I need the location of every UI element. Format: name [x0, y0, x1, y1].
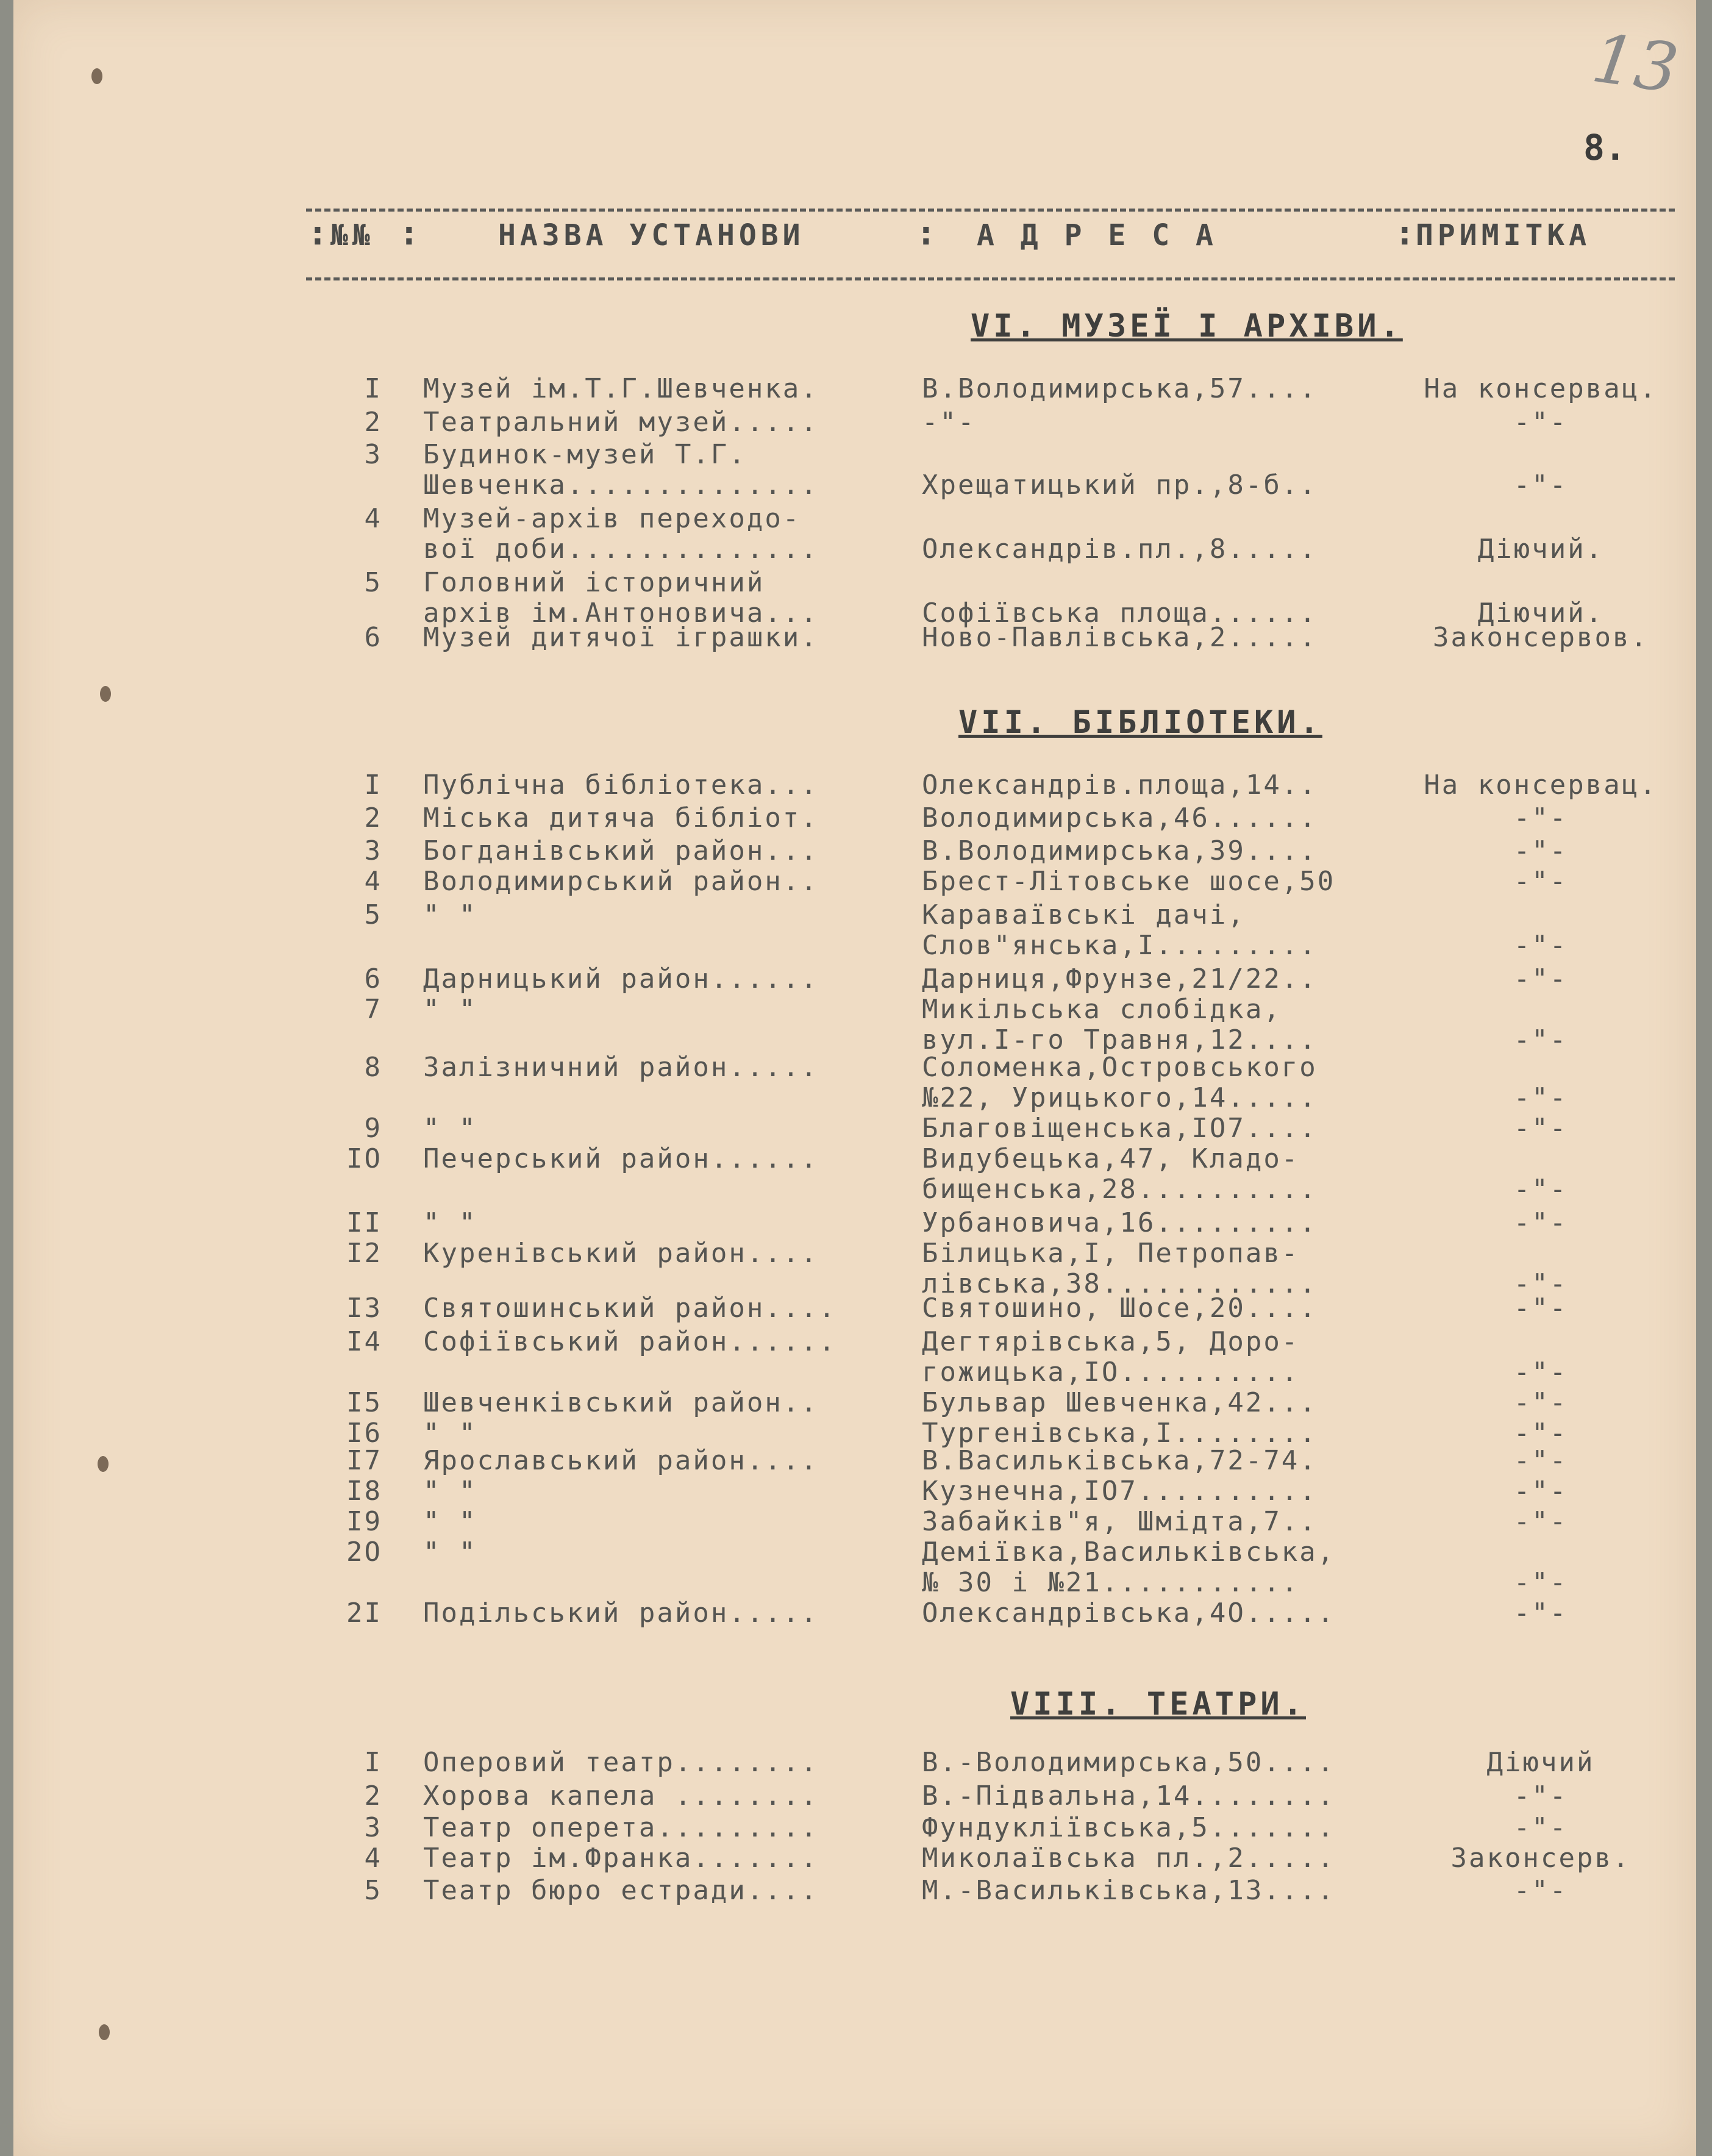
institution-name: Музей ім.Т.Г.Шевченка.	[423, 373, 819, 404]
institution-address: лівська,38............	[922, 1268, 1318, 1299]
status-note: -"-	[1513, 1293, 1568, 1324]
status-note: Законсервов.	[1433, 622, 1649, 653]
status-note: -"-	[1513, 1268, 1568, 1299]
institution-address: гожицька,IO..........	[922, 1357, 1300, 1388]
entry-number: 8	[364, 1052, 382, 1083]
institution-address: бищенська,28..........	[922, 1174, 1318, 1205]
institution-address: Білицька,I, Петропав-	[922, 1238, 1300, 1269]
header-address: А Д Р Е С А	[977, 218, 1218, 252]
institution-name: Театр бюро естради....	[423, 1875, 819, 1906]
header-separator: :	[1394, 213, 1415, 253]
entry-number: I	[364, 1747, 382, 1778]
status-note: -"-	[1513, 1082, 1568, 1113]
page-number: 8.	[1583, 127, 1626, 168]
entry-number: I2	[346, 1238, 382, 1269]
status-note: -"-	[1513, 1024, 1568, 1055]
institution-name: вої доби..............	[423, 534, 819, 565]
status-note: -"-	[1513, 1780, 1568, 1812]
section-title: VIII. ТЕАТРИ.	[1010, 1686, 1306, 1722]
institution-name: " "	[423, 1506, 477, 1537]
entry-number: I	[364, 373, 382, 404]
entry-number: II	[346, 1207, 382, 1238]
entry-number: 3	[364, 835, 382, 866]
institution-name: " "	[423, 1476, 477, 1507]
institution-name: Театральний музей.....	[423, 407, 819, 438]
header-bottom-rule	[306, 277, 1675, 280]
institution-address: Микільська слобідка,	[922, 994, 1282, 1025]
institution-address: М.-Васильківська,13....	[922, 1875, 1336, 1906]
status-note: -"-	[1513, 802, 1568, 833]
institution-name: Будинок-музей Т.Г.	[423, 439, 747, 470]
status-note: -"-	[1513, 963, 1568, 994]
entry-number: IO	[346, 1143, 382, 1174]
institution-address: Дарниця,Фрунзе,21/22..	[922, 963, 1318, 994]
status-note: На консервац.	[1424, 373, 1658, 404]
binding-hole	[99, 2024, 110, 2040]
document-page	[13, 0, 1696, 2156]
entry-number: 4	[364, 503, 382, 534]
header-number: №№	[330, 218, 374, 252]
institution-name: Софіївський район......	[423, 1326, 837, 1357]
binding-hole	[91, 68, 102, 84]
entry-number: I3	[346, 1293, 382, 1324]
institution-name: архів ім.Антоновича...	[423, 598, 819, 629]
institution-address: Софіївська площа......	[922, 598, 1318, 629]
entry-number: 3	[364, 1812, 382, 1843]
institution-name: " "	[423, 994, 477, 1025]
institution-address: Соломенка,Островського	[922, 1052, 1318, 1083]
institution-address: В.Васильківська,72-74.	[922, 1445, 1318, 1476]
entry-number: 7	[364, 994, 382, 1025]
entry-number: 4	[364, 1843, 382, 1874]
entry-number: I4	[346, 1326, 382, 1357]
header-top-rule	[306, 209, 1675, 212]
institution-address: Брест-Літовське шосе,50	[922, 866, 1336, 897]
institution-address: Кузнечна,IO7..........	[922, 1476, 1318, 1507]
institution-address: Миколаївська пл.,2.....	[922, 1843, 1336, 1874]
institution-address: Олександрів.пл.,8.....	[922, 534, 1318, 565]
institution-address: Хрещатицький пр.,8-б..	[922, 469, 1318, 501]
institution-address: Видубецька,47, Кладо-	[922, 1143, 1300, 1174]
institution-address: Олександрівська,4O.....	[922, 1597, 1336, 1629]
header-separator: :	[399, 213, 419, 253]
status-note: -"-	[1513, 930, 1568, 961]
status-note: -"-	[1513, 1445, 1568, 1476]
status-note: Діючий	[1486, 1747, 1595, 1778]
institution-address: вул.I-го Травня,12....	[922, 1024, 1318, 1055]
institution-name: " "	[423, 1537, 477, 1568]
entry-number: I8	[346, 1476, 382, 1507]
status-note: -"-	[1513, 407, 1568, 438]
entry-number: 2	[364, 407, 382, 438]
status-note: -"-	[1513, 835, 1568, 866]
institution-name: " "	[423, 899, 477, 930]
binding-hole	[98, 1456, 109, 1472]
institution-name: Оперовий театр........	[423, 1747, 819, 1778]
institution-address: Слов"янська,I.........	[922, 930, 1318, 961]
institution-name: Музей дитячої іграшки.	[423, 622, 819, 653]
status-note: -"-	[1513, 1113, 1568, 1144]
institution-name: Міська дитяча бібліот.	[423, 802, 819, 833]
entry-number: 4	[364, 866, 382, 897]
entry-number: 5	[364, 1875, 382, 1906]
section-title: VI. МУЗЕЇ І АРХІВИ.	[971, 308, 1403, 344]
institution-name: Дарницький район......	[423, 963, 819, 994]
entry-number: I5	[346, 1387, 382, 1418]
entry-number: 3	[364, 439, 382, 470]
status-note: -"-	[1513, 1476, 1568, 1507]
institution-address: В.Володимирська,57....	[922, 373, 1318, 404]
status-note: -"-	[1513, 1567, 1568, 1598]
institution-name: Театр ім.Франка.......	[423, 1843, 819, 1874]
status-note: -"-	[1513, 1418, 1568, 1449]
header-separator: :	[307, 213, 328, 253]
institution-address: Святошино, Шосе,20....	[922, 1293, 1318, 1324]
institution-name: Хорова капела ........	[423, 1780, 819, 1812]
status-note: -"-	[1513, 1207, 1568, 1238]
institution-name: Залізничний район.....	[423, 1052, 819, 1083]
institution-name: Головний історичний	[423, 567, 765, 598]
institution-name: Куренівський район....	[423, 1238, 819, 1269]
entry-number: 9	[364, 1113, 382, 1144]
institution-address: В.Володимирська,39....	[922, 835, 1318, 866]
institution-name: " "	[423, 1207, 477, 1238]
status-note: -"-	[1513, 1506, 1568, 1537]
entry-number: 2	[364, 1780, 382, 1812]
entry-number: 5	[364, 899, 382, 930]
institution-name: Ярославський район....	[423, 1445, 819, 1476]
institution-name: " "	[423, 1418, 477, 1449]
institution-name: Богданівський район...	[423, 835, 819, 866]
entry-number: 2	[364, 802, 382, 833]
entry-number: 2I	[346, 1597, 382, 1629]
status-note: -"-	[1513, 1174, 1568, 1205]
header-separator: :	[916, 213, 936, 253]
entry-number: I9	[346, 1506, 382, 1537]
institution-address: Благовіщенська,IO7....	[922, 1113, 1318, 1144]
institution-name: Печерський район......	[423, 1143, 819, 1174]
entry-number: 6	[364, 622, 382, 653]
header-note: ПРИМІТКА	[1416, 218, 1591, 252]
entry-number: I	[364, 769, 382, 801]
institution-address: Урбановича,16.........	[922, 1207, 1318, 1238]
institution-address: № 30 і №21...........	[922, 1567, 1300, 1598]
institution-address: В.-Володимирська,50....	[922, 1747, 1336, 1778]
institution-name: Музей-архів переходо-	[423, 503, 801, 534]
institution-name: Святошинський район....	[423, 1293, 837, 1324]
entry-number: I6	[346, 1418, 382, 1449]
institution-name: Володимирський район..	[423, 866, 819, 897]
institution-name: Театр оперета.........	[423, 1812, 819, 1843]
header-name: НАЗВА УСТАНОВИ	[498, 218, 805, 252]
status-note: Діючий.	[1477, 534, 1604, 565]
institution-address: Бульвар Шевченка,42...	[922, 1387, 1318, 1418]
institution-address: Караваївські дачі,	[922, 899, 1246, 930]
institution-address: Забайків"я, Шмідта,7..	[922, 1506, 1318, 1537]
entry-number: 5	[364, 567, 382, 598]
status-note: -"-	[1513, 1597, 1568, 1629]
entry-number: I7	[346, 1445, 382, 1476]
status-note: Законсерв.	[1450, 1843, 1631, 1874]
binding-hole	[100, 686, 111, 702]
institution-name: Шевченка..............	[423, 469, 819, 501]
institution-address: Олександрів.площа,14..	[922, 769, 1318, 801]
section-title: VII. БІБЛІОТЕКИ.	[958, 704, 1322, 741]
institution-address: Володимирська,46......	[922, 802, 1318, 833]
institution-address: -"-	[922, 407, 976, 438]
institution-address: Фундукліївська,5.......	[922, 1812, 1336, 1843]
institution-address: Ново-Павлівська,2.....	[922, 622, 1318, 653]
status-note: -"-	[1513, 1357, 1568, 1388]
institution-address: Тургенівська,I........	[922, 1418, 1318, 1449]
status-note: -"-	[1513, 1875, 1568, 1906]
institution-address: Деміївка,Васильківська,	[922, 1537, 1336, 1568]
status-note: -"-	[1513, 1387, 1568, 1418]
institution-name: " "	[423, 1113, 477, 1144]
entry-number: 6	[364, 963, 382, 994]
institution-name: Подільський район.....	[423, 1597, 819, 1629]
status-note: Діючий.	[1477, 598, 1604, 629]
institution-address: В.-Підвальна,14........	[922, 1780, 1336, 1812]
entry-number: 2O	[346, 1537, 382, 1568]
institution-address: №22, Урицького,14.....	[922, 1082, 1318, 1113]
institution-name: Шевченківський район..	[423, 1387, 819, 1418]
status-note: -"-	[1513, 1812, 1568, 1843]
status-note: На консервац.	[1424, 769, 1658, 801]
institution-address: Дегтярівська,5, Доро-	[922, 1326, 1300, 1357]
institution-name: Публічна бібліотека...	[423, 769, 819, 801]
archive-sheet-number: 13	[1587, 18, 1683, 109]
status-note: -"-	[1513, 866, 1568, 897]
status-note: -"-	[1513, 469, 1568, 501]
